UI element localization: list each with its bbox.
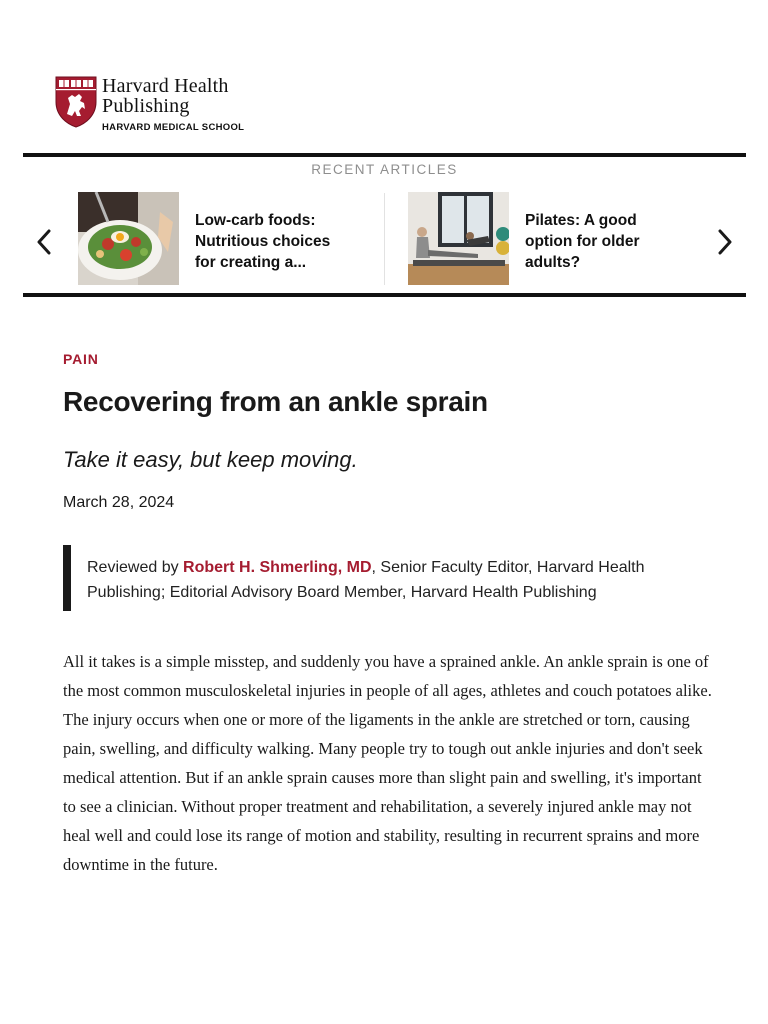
recent-article-card-1[interactable] <box>78 192 345 285</box>
article-title: Recovering from an ankle sprain <box>63 386 488 417</box>
recent-articles-carousel <box>23 153 746 297</box>
logo-subtitle: HARVARD MEDICAL SCHOOL <box>102 122 245 133</box>
carousel-next-button[interactable] <box>714 227 736 257</box>
article-thumbnail-salad <box>78 192 179 285</box>
recent-article-title-2: Pilates: A good option for older adults? <box>525 212 640 271</box>
chevron-right-icon <box>717 229 733 255</box>
article-category-link[interactable]: PAIN <box>63 351 99 367</box>
logo-title-line1: Harvard Health <box>102 75 229 97</box>
reviewed-by-block <box>63 545 703 611</box>
reviewed-by-suffix: , Senior Faculty Editor, Harvard Health Publishing; Editorial Advisory Board Member, Harvard Health Publishing <box>87 559 645 601</box>
article-thumbnail-pilates <box>408 192 509 285</box>
chevron-left-icon <box>36 229 52 255</box>
logo-title-line2: Publishing <box>102 95 190 117</box>
reviewed-by-prefix: Reviewed by <box>87 559 184 576</box>
site-logo[interactable] <box>55 76 244 133</box>
carousel-divider <box>384 193 385 285</box>
recent-article-card-2[interactable] <box>408 192 675 285</box>
reviewer-link[interactable]: Robert H. Shmerling, MD <box>183 559 372 576</box>
article-body-paragraph: All it takes is a simple misstep, and suddenly you have a sprained ankle. An ankle sprain is one of the most common musculoskeletal injuries in people of all ages, athletes and couch potatoes alike. The injury occurs when one or more of the ligaments in the ankle are stretched or torn, causing pain, swelling, and difficulty walking. Many people try to tough out ankle injuries and don't seek medical attention. But if an ankle sprain causes more than slight pain and swelling, it's important to see a clinician. Without proper treatment and rehabilitation, a severely injured ankle may not heal well and could lose its range of motion and stability, resulting in recurrent sprains and more downtime in the future. <box>63 652 712 874</box>
harvard-shield-icon <box>55 76 97 128</box>
article-subtitle: Take it easy, but keep moving. <box>63 447 358 472</box>
article-date: March 28, 2024 <box>63 494 175 511</box>
recent-article-title-1: Low-carb foods: Nutritious choices for creating a... <box>195 212 331 271</box>
carousel-prev-button[interactable] <box>33 227 55 257</box>
recent-articles-heading: RECENT ARTICLES <box>311 162 458 177</box>
